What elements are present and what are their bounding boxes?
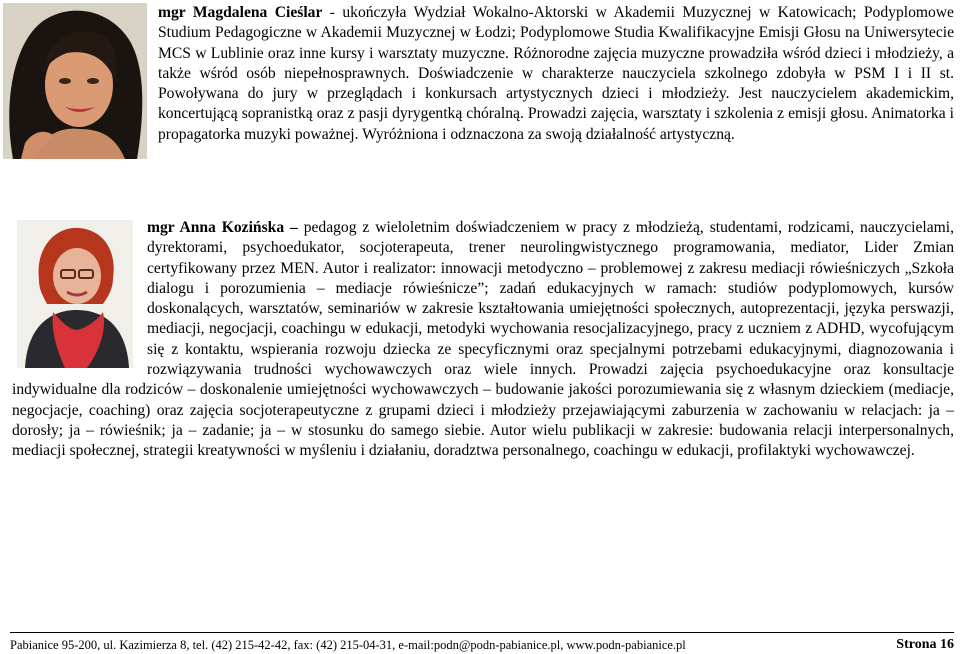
page-footer: [10, 632, 954, 653]
bio-name: mgr Anna Kozińska –: [147, 219, 298, 236]
portrait-photo-magdalena-cieslar: [3, 3, 147, 159]
page-number: Strona 16: [896, 637, 954, 652]
footer-address: Pabianice 95-200, ul. Kazimierza 8, tel. (42) 215-42-42, fax: (42) 215-04-31, e-mail:podn@podn-pabianice.pl, www.podn-pabianice.pl: [10, 638, 686, 652]
bio-text: - ukończyła Wydział Wokalno-Aktorski w Akademii Muzycznej w Katowicach; Podyplomowe Studium Pedagogiczne w Akademii Muzycznej w Łodzi; Podyplomowe Studia Kwalifikacyjne Emisji Głosu na Uniwersytecie MCS w Lublinie oraz inne kursy i warsztaty muzyczne. Różnorodne zajęcia muzyczne prowadziła wśród dzieci i młodzieży, a także wśród osób niepełnosprawnych. Doświadczenie w charakterze nauczyciela szkolnego zdobyła w PSM I i II st. Powoływana do jury w przeglądach i konkursach artystycznych dzieci i młodzieży. Jest nauczycielem akademickim, koncertującą sopranistką oraz z pasji dyrygentką chóralną. Prowadzi zajęcia, warsztaty i szkolenia z emisji głosu. Animatorka i propagatorka muzyki poważnej. Wyróżniona i odznaczona za swoją działalność artystyczną.: [158, 4, 954, 143]
bio-text: pedagog z wieloletnim doświadczeniem w pracy z młodzieżą, studentami, rodzicami, nauczycielami, dyrektorami, psychoedukator, socjoterapeuta, trener neurolingwistycznego programowania, mediator, Lider Zmian certyfikowany przez MEN. Autor i realizator: innowacji metodyczno – problemowej z zakresu mediacji rówieśniczych „Szkoła dialogu i porozumienia – mediacje rówieśnicze”; zadań edukacyjnych w ramach: studiów podyplomowych, kursów doskonalących, warsztatów, seminariów w zakresie kształtowania umiejętności społecznych, autoprezentacji, języka perswazji, mediacji, negocjacji, coachingu w edukacji, metodyki wychowania resocjalizacyjnego, pracy z uczniem z ADHD, wycofującym się z kontaktu, wspierania rozwoju dziecka ze specyficznymi oraz specjalnymi potrzebami edukacyjnymi, diagnozowania i rozwiązywania trudności wychowawczych oraz wiele innych. Prowadzi zajęcia psychoedukacyjne oraz konsultacje indywidualne dla rodziców – doskonalenie umiejętności wychowawczych – budowanie jakości porozumiewania się z własnym dzieckiem (mediacje, negocjacje, coaching) oraz zajęcia socjoterapeutyczne z grupami dzieci i młodzieży przejawiającymi zaburzenia w zachowaniu w relacjach: ja – dorosły; ja – rówieśnik; ja – zadanie; ja – w stosunku do samego siebie. Autor wielu publikacji w zakresie: budowania relacji interpersonalnych, mediacji społecznej, strategii kreatywności w myśleniu i działaniu, doradztwa personalnego, coachingu w edukacji, profilaktyki wychowawczej.: [12, 219, 954, 460]
bio-name: mgr Magdalena Cieślar: [158, 4, 323, 21]
bio-paragraph-magdalena-cieslar: [158, 3, 954, 145]
bio-paragraph-anna-kozinska: [12, 218, 954, 462]
photo-wrap-spacer: [12, 218, 147, 380]
